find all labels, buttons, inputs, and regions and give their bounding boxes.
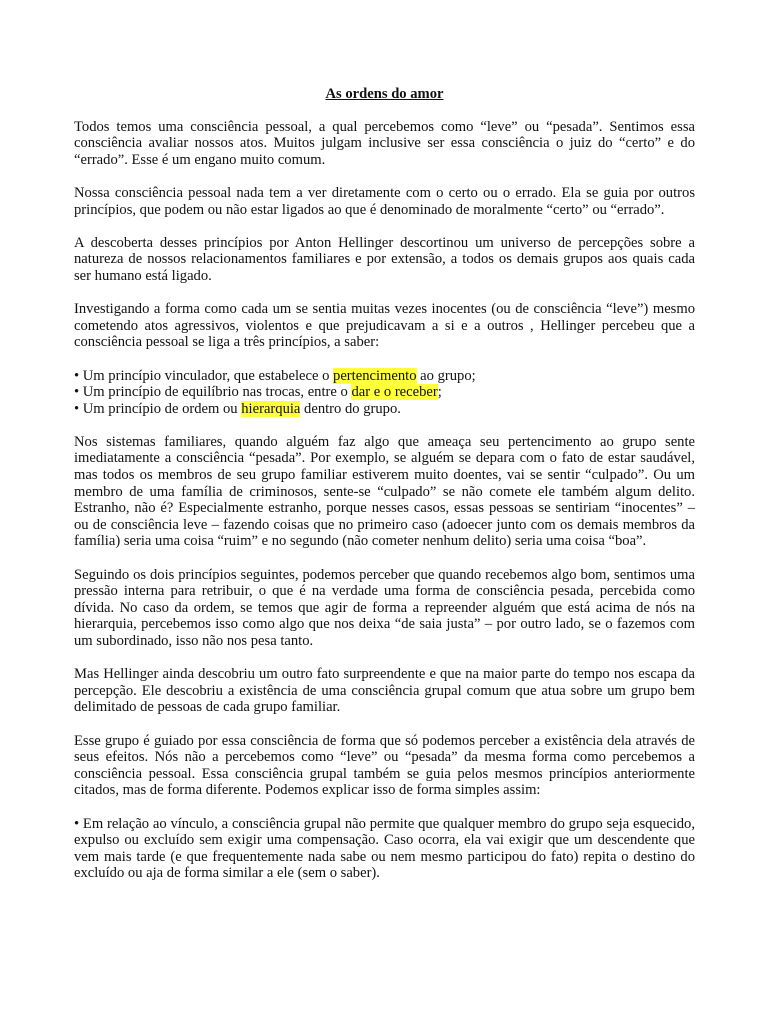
paragraph-9: • Em relação ao vínculo, a consciência grupal não permite que qualquer membro do grupo seja esquecido, expulso ou excluído sem exigir uma compensação. Caso ocorra, ela vai exigir que um descendente que vem mais tarde (e que frequentemente nada sabe ou nem mesmo participou do fato) repita o destino do excluído ou aja de forma similar a ele (sem o saber). bbox=[74, 815, 695, 882]
highlighted-text: pertencimento bbox=[333, 367, 417, 384]
bullet-text: ; bbox=[437, 384, 442, 401]
paragraph-4: Investigando a forma como cada um se sentia muitas vezes inocentes (ou de consciência “leve”) mesmo cometendo atos agressivos, violentos e que prejudicavam a si e a outros , Hellinger percebeu que a consciência pessoal se liga a três princípios, a saber: bbox=[74, 301, 695, 351]
highlighted-text: hierarquia bbox=[241, 400, 301, 417]
paragraph-8: Esse grupo é guiado por essa consciência de forma que só podemos perceber a existência dela através de seus efeitos. Nós não a percebemos como “leve” ou “pesada” da mesma forma como percebemos a consciência pessoal. Essa consciência grupal também se guia pelos mesmos princípios anteriormente citados, mas de forma diferente. Podemos explicar isso de forma simples assim: bbox=[74, 732, 695, 799]
paragraph-5: Nos sistemas familiares, quando alguém faz algo que ameaça seu pertencimento ao grupo sente imediatamente a consciência “pesada”. Por exemplo, se alguém se depara com o fato de estar saudável, mas todos os membros de seu grupo familiar estiverem muito doentes, vai se sentir “culpado”. Ou um membro de uma família de criminosos, sente-se “culpado” se não comete ele também algum delito. Estranho, não é? Especialmente estranho, porque nesses casos, essas pessoas se sentiriam “inocentes” – ou de consciência leve – fazendo coisas que no primeiro caso (adoecer junto com os demais membros da família) seria uma coisa “ruim” e no segundo (não cometer nenhum delito) seria uma coisa “boa”. bbox=[74, 433, 695, 550]
paragraph-1: Todos temos uma consciência pessoal, a qual percebemos como “leve” ou “pesada”. Sentimos essa consciência avaliar nossos atos. Muitos julgam inclusive ser essa consciência o juiz do “certo” e do “errado”. Esse é um engano muito comum. bbox=[74, 118, 695, 168]
paragraph-3: A descoberta desses princípios por Anton Hellinger descortinou um universo de percepções sobre a natureza de nossos relacionamentos familiares e por extensão, a todos os demais grupos aos quais cada ser humano está ligado. bbox=[74, 234, 695, 284]
document-page bbox=[74, 86, 695, 899]
bullet-text: dentro do grupo. bbox=[300, 400, 401, 417]
bullet-text: Um princípio de ordem ou bbox=[82, 400, 242, 417]
bullet-text: Um princípio vinculador, que estabelece o bbox=[82, 367, 334, 384]
principles-list bbox=[74, 368, 695, 418]
paragraph-7: Mas Hellinger ainda descobriu um outro fato surpreendente e que na maior parte do tempo nos escapa da percepção. Ele descobriu a existência de uma consciência grupal comum que atua sobre um grupo bem delimitado de pessoas de cada grupo familiar. bbox=[74, 666, 695, 716]
document-title: As ordens do amor bbox=[325, 86, 444, 102]
bullet-text: Um princípio de equilíbrio nas trocas, entre o bbox=[82, 384, 352, 401]
paragraph-2: Nossa consciência pessoal nada tem a ver diretamente com o certo ou o errado. Ela se guia por outros princípios, que podem ou não estar ligados ao que é denominado de moralmente “certo” ou “errado”. bbox=[74, 184, 695, 218]
list-item bbox=[74, 368, 695, 385]
paragraph-6: Seguindo os dois princípios seguintes, podemos perceber que quando recebemos algo bom, sentimos uma pressão interna para retribuir, o que é na verdade uma forma de consciência pesada, percebida como dívida. No caso da ordem, se temos que agir de forma a repreender alguém que está acima de nós na hierarquia, percebemos isso como algo que nos deixa “de saia justa” – por outro lado, se o fazemos com um subordinado, isso não nos pesa tanto. bbox=[74, 566, 695, 649]
list-item bbox=[74, 384, 695, 401]
bullet-text: ao grupo; bbox=[416, 367, 476, 384]
highlighted-text: dar e o receber bbox=[351, 384, 438, 401]
list-item bbox=[74, 401, 695, 418]
